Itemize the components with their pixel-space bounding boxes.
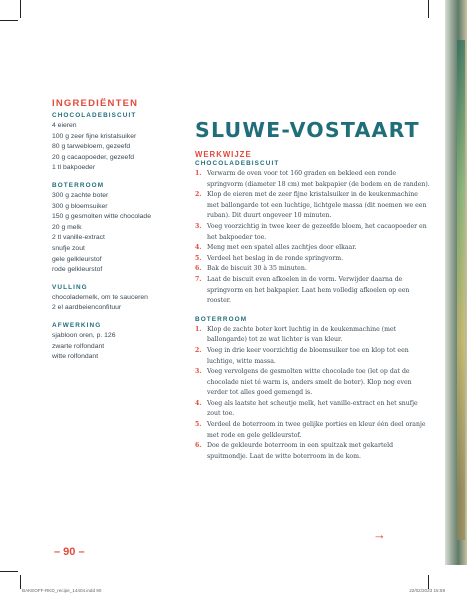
ingredient-group xyxy=(52,322,192,363)
ingredient-item: 300 g bloemsuiker xyxy=(52,202,108,210)
ingredients-heading: INGREDIËNTEN xyxy=(52,98,139,109)
step-number: 1. xyxy=(195,325,202,333)
ingredient-group xyxy=(52,182,192,276)
ingredient-item: sjabloon oren, p. 126 xyxy=(52,331,116,339)
ingredient-item: rode gelkleurstof xyxy=(52,266,103,274)
method-section xyxy=(195,316,430,463)
step-text: Meng met een spatel alles zachtjes door elkaar. xyxy=(207,244,357,252)
step-number: 6. xyxy=(195,442,202,450)
ingredient-item: 300 g zachte boter xyxy=(52,191,109,199)
ingredient-item: 2 el aardbeienconfituur xyxy=(52,304,122,312)
ingredient-item: 2 tl vanille-extract xyxy=(52,234,105,242)
step-number: 1. xyxy=(195,170,202,177)
ingredient-item: snufje zout xyxy=(52,244,85,252)
step-item xyxy=(195,367,430,399)
ingredient-item: 80 g tarwebloem, gezeefd xyxy=(52,143,131,151)
step-text: Laat de biscuit even afkoelen in de vorm. Verwijder daarna de springvorm en het bakpapier. Laat hem volledig afkoelen op een rooster. xyxy=(207,275,410,305)
ingredient-item: 150 g gesmolten witte chocolade xyxy=(52,213,151,221)
ingredient-group xyxy=(52,284,192,314)
method-section-title: BOTERROOM xyxy=(195,315,248,323)
step-item xyxy=(195,222,430,243)
step-text: Verdeel het beslag in de ronde springvorm. xyxy=(207,254,344,262)
crop-mark xyxy=(0,20,18,21)
step-text: Voeg voorzichtig in twee keer de gezeefde bloem, het cacaopoeder en het bakpoeder toe. xyxy=(207,222,427,241)
crop-mark xyxy=(428,0,429,18)
step-number: 2. xyxy=(195,191,202,199)
step-text: Doe de gekleurde boterroom in een spuitzak met gekarteld spuitmondje. Laat de witte boterroom in de kom. xyxy=(207,442,394,460)
ingredient-item: witte rolfondant xyxy=(52,353,99,361)
ingredient-item: 20 g cacaopoeder, gezeefd xyxy=(52,153,135,161)
ingredient-item: 100 g zeer fijne kristalsuiker xyxy=(52,132,137,140)
ingredient-item: chocolademelk, om te sauceren xyxy=(52,293,148,301)
step-item xyxy=(195,254,430,265)
step-item xyxy=(195,399,430,420)
step-number: 6. xyxy=(195,265,202,273)
step-text: Bak de biscuit 30 à 35 minuten. xyxy=(207,265,307,273)
step-number: 4. xyxy=(195,244,202,252)
method-sections xyxy=(195,160,430,462)
step-item xyxy=(195,190,430,222)
step-text: Voeg als laatste het scheutje melk, het vanille-extract en het snufje zout toe. xyxy=(207,399,418,418)
footer-file-info: BAKEOFF-RKD_recipe_14404.indd 90 xyxy=(22,588,102,593)
step-number: 4. xyxy=(195,399,202,407)
ingredient-group-title: AFWERKING xyxy=(52,321,102,329)
step-text: Verwarm de oven voor tot 160 graden en bekleed een ronde springvorm (diameter 18 cm) met bakpapier (de bodem en de randen). xyxy=(207,170,430,188)
recipe-panel xyxy=(195,118,430,471)
method-heading: WERKWIJZE xyxy=(195,150,252,159)
crop-mark xyxy=(0,571,18,572)
step-item xyxy=(195,420,430,441)
step-list xyxy=(195,169,430,307)
step-item xyxy=(195,346,430,367)
step-item xyxy=(195,243,430,254)
step-item xyxy=(195,441,430,462)
ingredients-panel xyxy=(52,98,192,371)
ingredient-item: gele gelkleurstof xyxy=(52,255,102,263)
crop-mark xyxy=(20,0,21,18)
step-item xyxy=(195,325,430,346)
ingredient-item: 20 g melk xyxy=(52,223,82,231)
step-number: 5. xyxy=(195,421,202,429)
ingredient-group-title: VULLING xyxy=(52,283,88,291)
ingredient-item: 1 tl bakpoeder xyxy=(52,164,96,172)
step-number: 2. xyxy=(195,346,202,354)
ingredient-item: zwarte rolfondant xyxy=(52,342,105,350)
recipe-title: SLUWE-VOSTAART xyxy=(195,118,420,142)
ingredient-item: 4 eieren xyxy=(52,122,77,129)
continue-arrow-icon: → xyxy=(373,527,386,542)
step-item xyxy=(195,264,430,275)
step-number: 7. xyxy=(195,275,202,283)
ingredient-group-title: BOTERROOM xyxy=(52,181,105,189)
step-number: 5. xyxy=(195,254,202,262)
ingredients-groups xyxy=(52,112,192,363)
step-number: 3. xyxy=(195,368,202,376)
step-item xyxy=(195,169,430,190)
crop-mark xyxy=(428,575,429,589)
method-section xyxy=(195,160,430,307)
ingredient-group-title: CHOCOLADEBISCUIT xyxy=(52,112,137,119)
step-text: Klop de zachte boter kort luchtig in de keukenmachine (met ballongarde) tot ze wat lichter is van kleur. xyxy=(207,325,397,344)
footer-timestamp: 22/02/2023 15:59 xyxy=(409,588,445,593)
photo-edge-strip xyxy=(445,0,467,565)
step-text: Verdeel de boterroom in twee gelijke porties en kleur één deel oranje met rode en gele gelkleurstof. xyxy=(207,421,426,439)
step-text: Voeg vervolgens de gesmolten witte chocolade toe (let op dat de chocolade niet té warm is, anders smelt de boter). Klop nog even verder tot alles goed gemengd is. xyxy=(207,368,412,397)
method-section-title: CHOCOLADEBISCUIT xyxy=(195,160,280,167)
page-number: – 90 – xyxy=(54,546,85,558)
step-number: 3. xyxy=(195,222,202,230)
step-text: Voeg in drie keer voorzichtig de bloemsuiker toe en klop tot een luchtige, witte massa. xyxy=(207,346,409,365)
step-text: Klop de eieren met de zeer fijne kristalsuiker in de keukenmachine met ballongarde tot een luchtige, lichtgele massa (dit noemen we een ruban). Dit duurt ongeveer 10 minuten. xyxy=(207,191,427,220)
step-list xyxy=(195,325,430,463)
step-item xyxy=(195,275,430,307)
ingredient-group xyxy=(52,112,192,174)
crop-mark xyxy=(20,575,21,589)
